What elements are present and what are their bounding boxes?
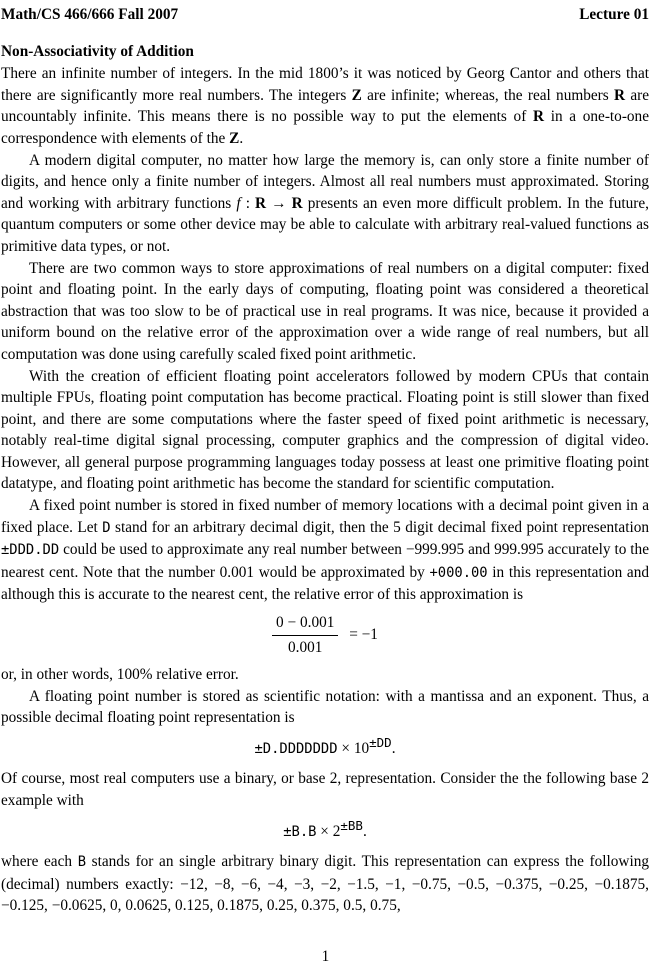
document-header <box>1 4 649 26</box>
paragraph-integers-vs-reals: There an infinite number of integers. In the mid 1800’s it was noticed by Georg Cantor and others that there are significantly more real numbers. The integers Z are infinite; whereas, the real numbers R are uncountably infinite. This means there is no possible way to put the elements of R in a one-to-one correspondence with elements of the Z. <box>1 65 649 147</box>
paragraph-binary-representation: Of course, most real computers use a binary, or base 2, representation. Consider the the following base 2 example with <box>1 770 649 809</box>
paragraph-digital-computer: A modern digital computer, no matter how large the memory is, can only store a finite number of digits, and hence only a finite number of integers. Almost all real numbers must approximated. Storing and working with arbitrary functions f : R → R presents an even more difficult problem. In the future, quantum computers or some other device may be able to calculate with arbitrary real-valued functions as primitive data types, or not. <box>1 151 649 255</box>
fraction-denominator: 0.001 <box>288 639 323 657</box>
page-number: 1 <box>321 948 330 966</box>
paragraph-relative-error-words: or, in other words, 100% relative error. <box>1 666 239 684</box>
equation-result: = −1 <box>349 626 378 644</box>
lecture-number: Lecture 01 <box>579 6 649 23</box>
equation-decimal-floating-representation: ±D.DDDDDDD × $10^{\pm DD}$. <box>254 734 396 757</box>
equation-relative-error <box>1 613 649 658</box>
paragraph-two-common-ways: There are two common ways to store approximations of real numbers on a digital computer: fixed point and floating point. In the early days of computing, floating point was considered a theoretical abstraction that was too slow to be of practical use in real programs. It was nice, because it provided a uniform bound on the relative error of the approximation over a wide range of real numbers, but all computation was done using carefully scaled fixed point arithmetic. <box>1 259 649 363</box>
paragraph-floating-point-accelerators: With the creation of efficient floating point accelerators followed by modern CPUs that contain multiple FPUs, floating point computation has become practical. Floating point is still slower than fixed point, and there are some computations where the faster speed of fixed point arithmetic is necessary, notably real-time digital signal processing, computer graphics and the compression of digital video. However, all general purpose programming languages today possess at least one primitive floating point datatype, and floating point arithmetic has become the standard for scientific computation. <box>1 367 649 493</box>
paragraph-floating-point-number: A floating point number is stored as scientific notation: with a mantissa and an exponent. Thus, a possible decimal floating point representation is <box>1 687 649 727</box>
fraction-numerator: 0 − 0.001 <box>272 613 338 636</box>
fraction <box>272 613 338 658</box>
equation-binary-floating-representation: $\pm B.B \times 2^{\pm BB}$. <box>283 817 367 840</box>
paragraph-binary-digit-list: where each B stands for an single arbitrary binary digit. This representation can express the following (decimal) numbers exactly: −12, −8, −6, −4, −3, −2, −1.5, −1, −0.75, −0.5, −0.375, −0.25, −0.1875, −0.125, −0.0625, 0, 0.0625, 0.125, 0.1875, 0.25, 0.375, 0.5, 0.75, <box>1 853 649 915</box>
section-title: Non-Associativity of Addition <box>1 42 194 60</box>
paragraph-fixed-point-number: A fixed point number is stored in fixed number of memory locations with a decimal point given in a fixed place. Let D stand for an arbitrary decimal digit, then the 5 digit decimal fixed point representation ±DDD.DD could be used to approximate any real number between −999.995 and 999.995 accurately to the nearest cent. Note that the number 0.001 would be approximated by +000.00 in this representation and although this is accurate to the nearest cent, the relative error of this approximation is <box>1 497 649 604</box>
course-title: Math/CS 466/666 Fall 2007 <box>1 6 179 23</box>
